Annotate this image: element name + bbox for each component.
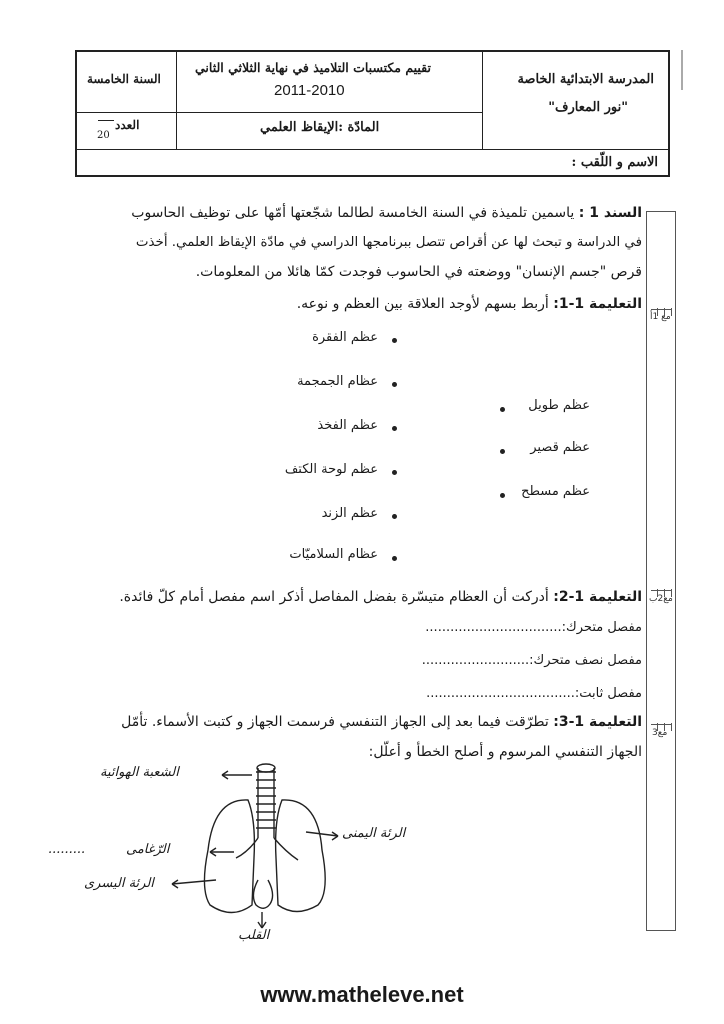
bone-type-item: عظم مسطح <box>521 484 590 499</box>
bronchi <box>236 838 298 860</box>
task-1-1-text: أربط بسهم لأوجد العلاقة بين العظم و نوعه. <box>296 296 549 312</box>
task-1-3-line-2: الجهاز التنفسي المرسوم و أصلح الخطأ و أعلّل: <box>368 744 642 760</box>
support-line-3: قرص "جسم الإنسان" ووضعته في الحاسوب فوجدت كمّا هائلا من المعلومات. <box>195 264 642 280</box>
answer-line[interactable]: مفصل متحرك:................................. <box>425 620 642 635</box>
school-name: المدرسة الابتدائية الخاصة <box>517 72 654 87</box>
answer-line[interactable]: مفصل نصف متحرك:.......................... <box>421 653 642 668</box>
bone-type-item: عظم قصير <box>530 440 590 455</box>
support-label: السند 1 : <box>578 205 642 221</box>
footer-url[interactable]: www.matheleve.net <box>260 982 464 1007</box>
label-heart: القلب <box>238 928 270 943</box>
label-right-lung: الرئة اليمنى <box>342 826 406 841</box>
heart-shape <box>253 880 272 908</box>
task-1-3-label: التعليمة 1-3: <box>553 714 642 730</box>
criterion-2-label: مع2ب <box>649 594 673 604</box>
criterion-1-label: مع 1أ <box>650 312 671 322</box>
bone-item: عظام الجمجمة <box>297 374 378 389</box>
arrow-left-lung <box>172 880 216 884</box>
support-text: ياسمين تلميذة في السنة الخامسة لطالما شجّعتها أمّها على توظيف الحاسوب <box>131 205 575 221</box>
answer-line[interactable]: مفصل ثابت:.................................... <box>426 686 642 701</box>
bone-item: عظم الفخذ <box>317 418 378 433</box>
bone-item: عظم لوحة الكتف <box>284 462 378 477</box>
subject: المادّة :الإيقاظ العلمي <box>260 120 380 135</box>
answer-dots[interactable]: ......... <box>48 842 86 857</box>
support-line-2: في الدراسة و تبحث لها عن أقراص تتصل ببرنامجها الدراسي في مادّة الإيقاظ العلمي. أخذت <box>135 235 642 250</box>
bone-item: عظام السلاميّات <box>289 547 378 562</box>
grade-label: العدد <box>115 118 140 132</box>
exam-title: تقييم مكتسبات التلاميذ في نهاية الثلاثي الثاني <box>195 60 431 75</box>
task-1-2-label: التعليمة 1-2: <box>553 589 642 605</box>
lung-left <box>204 800 254 913</box>
criterion-3-label: مع3 <box>652 728 668 738</box>
task-1-1-label: التعليمة 1-1: <box>553 296 642 312</box>
school-year: 2011-2010 <box>274 82 345 99</box>
bone-item: عظم الفقرة <box>312 330 378 345</box>
name-label: الاسم و اللّقب : <box>571 155 658 170</box>
grade-denominator: 20 <box>97 130 110 141</box>
label-trachea: الشعبة الهوائية <box>100 765 179 780</box>
trachea-rings <box>256 772 276 828</box>
school-subtitle: "نور المعارف" <box>548 100 628 115</box>
bone-type-item: عظم طويل <box>528 398 590 413</box>
level: السنة الخامسة <box>87 72 161 86</box>
bone-item: عظم الزند <box>321 506 378 521</box>
lung-right <box>276 800 326 912</box>
label-trachea-tube: الرّغامى <box>126 842 170 857</box>
task-1-2-text: أدركت أن العظام متيسّرة بفضل المفاصل أذكر اسم مفصل أمام كلّ فائدة. <box>119 589 549 605</box>
task-1-3-text: تطرّقت فيما بعد إلى الجهاز التنفسي فرسمت الجهاز و كتبت الأسماء. تأمّل <box>121 714 549 730</box>
label-left-lung: الرئة اليسرى <box>84 876 154 891</box>
